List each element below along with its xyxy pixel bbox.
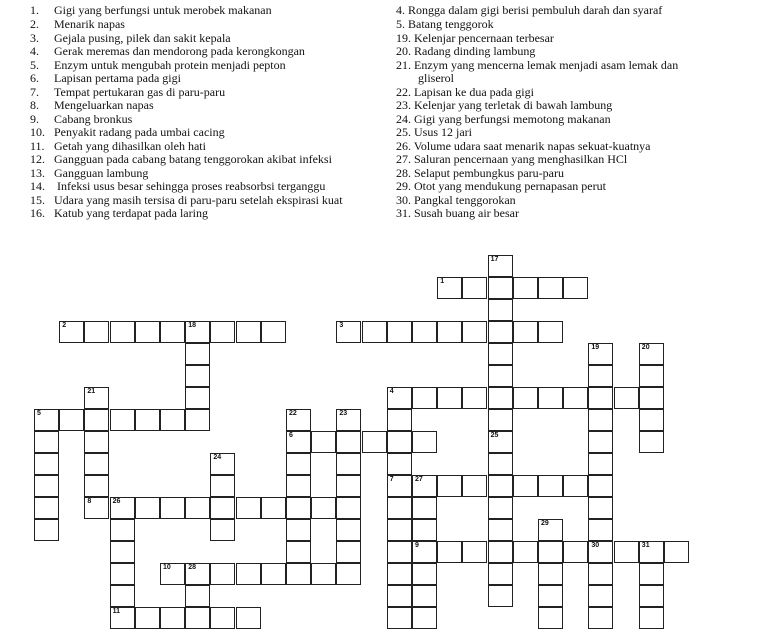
grid-cell[interactable] bbox=[286, 497, 311, 519]
clue-right-19: 19. Kelenjar pencernaan terbesar bbox=[396, 31, 554, 45]
grid-cell[interactable] bbox=[563, 541, 588, 563]
cell-number: 6 bbox=[289, 432, 293, 439]
grid-cell[interactable] bbox=[437, 387, 462, 409]
clue-left-9: 9. Cabang bronkus bbox=[30, 112, 133, 126]
grid-cell[interactable] bbox=[236, 321, 261, 343]
grid-cell[interactable] bbox=[261, 563, 286, 585]
grid-cell[interactable] bbox=[387, 585, 412, 607]
clue-right-23: 23. Kelenjar yang terletak di bawah lambung bbox=[396, 98, 613, 112]
grid-cell[interactable] bbox=[639, 365, 664, 387]
cell-number: 17 bbox=[490, 256, 499, 263]
grid-cell[interactable] bbox=[362, 321, 387, 343]
clue-left-11: 11. Getah yang dihasilkan oleh hati bbox=[30, 139, 206, 153]
cell-number: 28 bbox=[188, 564, 196, 571]
cell-number: 30 bbox=[591, 542, 600, 549]
grid-cell[interactable] bbox=[488, 541, 513, 563]
cell-number: 4 bbox=[389, 388, 394, 395]
clue-left-2: 2. Menarik napas bbox=[30, 17, 125, 31]
grid-cell[interactable] bbox=[34, 519, 59, 541]
cell-number: 3 bbox=[339, 322, 344, 329]
grid-cell[interactable] bbox=[538, 519, 563, 541]
crossword-grid bbox=[0, 250, 768, 630]
grid-cell[interactable] bbox=[135, 321, 160, 343]
grid-cell[interactable] bbox=[160, 409, 185, 431]
grid-cell[interactable] bbox=[538, 607, 563, 629]
grid-cell[interactable] bbox=[34, 497, 59, 519]
grid-cell[interactable] bbox=[488, 321, 513, 343]
grid-cell[interactable] bbox=[538, 585, 563, 607]
grid-cell[interactable] bbox=[588, 585, 613, 607]
clue-right-29: 29. Otot yang mendukung pernapasan perut bbox=[396, 179, 606, 193]
grid-cell[interactable] bbox=[437, 541, 462, 563]
grid-cell[interactable] bbox=[588, 387, 613, 409]
clue-left-4: 4. Gerak meremas dan mendorong pada kerongkongan bbox=[30, 44, 305, 58]
grid-cell[interactable] bbox=[588, 343, 613, 365]
grid-cell[interactable] bbox=[84, 497, 109, 519]
grid-cell[interactable] bbox=[664, 541, 689, 563]
grid-cell[interactable] bbox=[160, 563, 185, 585]
grid-cell[interactable] bbox=[639, 409, 664, 431]
grid-cell[interactable] bbox=[462, 387, 487, 409]
grid-cell[interactable] bbox=[563, 475, 588, 497]
grid-cell[interactable] bbox=[336, 475, 361, 497]
grid-cell[interactable] bbox=[84, 321, 109, 343]
grid-cell[interactable] bbox=[588, 365, 613, 387]
cell-number: 8 bbox=[87, 498, 92, 505]
grid-cell[interactable] bbox=[286, 541, 311, 563]
grid-cell[interactable] bbox=[513, 541, 538, 563]
cell-number: 11 bbox=[112, 608, 120, 615]
grid-cell[interactable] bbox=[513, 277, 538, 299]
grid-cell[interactable] bbox=[110, 563, 135, 585]
grid-cell[interactable] bbox=[286, 475, 311, 497]
cell-number: 21 bbox=[87, 388, 96, 395]
cell-number: 9 bbox=[415, 542, 419, 549]
grid-cell[interactable] bbox=[336, 541, 361, 563]
grid-cell[interactable] bbox=[160, 497, 185, 519]
grid-cell[interactable] bbox=[462, 321, 487, 343]
grid-cell[interactable] bbox=[210, 475, 235, 497]
grid-cell[interactable] bbox=[185, 387, 210, 409]
grid-cell[interactable] bbox=[538, 541, 563, 563]
grid-cell[interactable] bbox=[488, 409, 513, 431]
grid-cell[interactable] bbox=[538, 475, 563, 497]
grid-cell[interactable] bbox=[412, 607, 437, 629]
grid-cell[interactable] bbox=[412, 563, 437, 585]
grid-cell[interactable] bbox=[488, 255, 513, 277]
grid-cell[interactable] bbox=[538, 321, 563, 343]
grid-cell[interactable] bbox=[84, 431, 109, 453]
grid-cell[interactable] bbox=[311, 563, 336, 585]
grid-cell[interactable] bbox=[84, 387, 109, 409]
grid-cell[interactable] bbox=[412, 541, 437, 563]
grid-cell[interactable] bbox=[387, 519, 412, 541]
grid-cell[interactable] bbox=[488, 585, 513, 607]
grid-cell[interactable] bbox=[185, 321, 210, 343]
grid-cell[interactable] bbox=[84, 453, 109, 475]
grid-cell[interactable] bbox=[185, 409, 210, 431]
cell-number: 19 bbox=[591, 344, 600, 351]
grid-cell[interactable] bbox=[488, 299, 513, 321]
grid-cell[interactable] bbox=[336, 453, 361, 475]
clue-right-31: 31. Susah buang air besar bbox=[396, 206, 519, 220]
grid-cell[interactable] bbox=[462, 475, 487, 497]
cell-number: 29 bbox=[541, 520, 549, 527]
grid-cell[interactable] bbox=[614, 541, 639, 563]
grid-cell[interactable] bbox=[488, 387, 513, 409]
cell-number: 18 bbox=[188, 322, 196, 329]
grid-cell[interactable] bbox=[59, 409, 84, 431]
clue-right-21-cont: gliserol bbox=[418, 71, 454, 85]
grid-cell[interactable] bbox=[336, 431, 361, 453]
grid-cell[interactable] bbox=[336, 321, 361, 343]
grid-cell[interactable] bbox=[110, 321, 135, 343]
grid-cell[interactable] bbox=[588, 497, 613, 519]
grid-cell[interactable] bbox=[639, 607, 664, 629]
grid-cell[interactable] bbox=[387, 563, 412, 585]
grid-cell[interactable] bbox=[362, 431, 387, 453]
clue-left-16: 16. Katub yang terdapat pada laring bbox=[30, 206, 208, 220]
grid-cell[interactable] bbox=[110, 519, 135, 541]
grid-cell[interactable] bbox=[34, 409, 59, 431]
cell-number: 25 bbox=[490, 432, 499, 439]
grid-cell[interactable] bbox=[513, 475, 538, 497]
clue-left-3: 3. Gejala pusing, pilek dan sakit kepala bbox=[30, 31, 231, 45]
grid-cell[interactable] bbox=[488, 453, 513, 475]
grid-cell[interactable] bbox=[160, 607, 185, 629]
grid-cell[interactable] bbox=[588, 541, 613, 563]
clue-right-21: 21. Enzym yang mencerna lemak menjadi asam lemak dan bbox=[396, 58, 679, 72]
grid-cell[interactable] bbox=[261, 497, 286, 519]
grid-cell[interactable] bbox=[639, 563, 664, 585]
grid-cell[interactable] bbox=[412, 519, 437, 541]
cell-number: 26 bbox=[112, 498, 121, 505]
grid-cell[interactable] bbox=[210, 607, 235, 629]
cell-number: 5 bbox=[37, 410, 41, 417]
grid-cell[interactable] bbox=[412, 475, 437, 497]
grid-cell[interactable] bbox=[588, 519, 613, 541]
grid-cell[interactable] bbox=[513, 321, 538, 343]
cell-number: 7 bbox=[389, 476, 394, 483]
clue-right-5: 5. Batang tenggorok bbox=[396, 17, 494, 31]
grid-cell[interactable] bbox=[538, 387, 563, 409]
grid-cell[interactable] bbox=[387, 497, 412, 519]
grid-cell[interactable] bbox=[462, 541, 487, 563]
grid-cell[interactable] bbox=[588, 475, 613, 497]
grid-cell[interactable] bbox=[34, 475, 59, 497]
grid-cell[interactable] bbox=[110, 497, 135, 519]
clue-left-6: 6. Lapisan pertama pada gigi bbox=[30, 71, 181, 85]
grid-cell[interactable] bbox=[311, 431, 336, 453]
grid-cell[interactable] bbox=[135, 607, 160, 629]
grid-cell[interactable] bbox=[588, 431, 613, 453]
grid-cell[interactable] bbox=[286, 431, 311, 453]
clue-right-24: 24. Gigi yang berfungsi memotong makanan bbox=[396, 112, 611, 126]
grid-cell[interactable] bbox=[261, 321, 286, 343]
grid-cell[interactable] bbox=[639, 585, 664, 607]
grid-cell[interactable] bbox=[639, 343, 664, 365]
grid-cell[interactable] bbox=[488, 277, 513, 299]
grid-cell[interactable] bbox=[412, 431, 437, 453]
clue-right-25: 25. Usus 12 jari bbox=[396, 125, 472, 139]
grid-cell[interactable] bbox=[588, 453, 613, 475]
grid-cell[interactable] bbox=[639, 387, 664, 409]
grid-cell[interactable] bbox=[34, 453, 59, 475]
grid-cell[interactable] bbox=[387, 475, 412, 497]
grid-cell[interactable] bbox=[488, 497, 513, 519]
grid-cell[interactable] bbox=[412, 387, 437, 409]
grid-cell[interactable] bbox=[210, 321, 235, 343]
grid-cell[interactable] bbox=[387, 541, 412, 563]
grid-cell[interactable] bbox=[513, 387, 538, 409]
clue-right-4: 4. Rongga dalam gigi berisi pembuluh darah dan syaraf bbox=[396, 3, 663, 17]
grid-cell[interactable] bbox=[538, 277, 563, 299]
grid-cell[interactable] bbox=[488, 365, 513, 387]
grid-cell[interactable] bbox=[84, 409, 109, 431]
cell-number: 24 bbox=[213, 454, 222, 461]
grid-cell[interactable] bbox=[236, 563, 261, 585]
grid-cell[interactable] bbox=[412, 497, 437, 519]
grid-cell[interactable] bbox=[387, 453, 412, 475]
grid-cell[interactable] bbox=[488, 475, 513, 497]
clue-right-20: 20. Radang dinding lambung bbox=[396, 44, 536, 58]
clue-right-28: 28. Selaput pembungkus paru-paru bbox=[396, 166, 564, 180]
grid-cell[interactable] bbox=[387, 431, 412, 453]
grid-cell[interactable] bbox=[588, 563, 613, 585]
grid-cell[interactable] bbox=[210, 453, 235, 475]
grid-cell[interactable] bbox=[462, 277, 487, 299]
clue-left-13: 13. Gangguan lambung bbox=[30, 166, 149, 180]
grid-cell[interactable] bbox=[286, 453, 311, 475]
grid-cell[interactable] bbox=[412, 321, 437, 343]
grid-cell[interactable] bbox=[236, 497, 261, 519]
grid-cell[interactable] bbox=[387, 321, 412, 343]
clue-left-5: 5. Enzym untuk mengubah protein menjadi pepton bbox=[30, 58, 286, 72]
grid-cell[interactable] bbox=[336, 409, 361, 431]
grid-cell[interactable] bbox=[160, 321, 185, 343]
clue-left-10: 10. Penyakit radang pada umbai cacing bbox=[30, 125, 225, 139]
cell-number: 1 bbox=[440, 278, 445, 285]
clue-left-8: 8. Mengeluarkan napas bbox=[30, 98, 154, 112]
grid-cell[interactable] bbox=[614, 387, 639, 409]
grid-cell[interactable] bbox=[387, 387, 412, 409]
grid-cell[interactable] bbox=[538, 563, 563, 585]
grid-cell[interactable] bbox=[110, 585, 135, 607]
clue-right-30: 30. Pangkal tenggorokan bbox=[396, 193, 516, 207]
grid-cell[interactable] bbox=[387, 607, 412, 629]
grid-cell[interactable] bbox=[135, 497, 160, 519]
clue-left-7: 7. Tempat pertukaran gas di paru-paru bbox=[30, 85, 226, 99]
grid-cell[interactable] bbox=[336, 497, 361, 519]
grid-cell[interactable] bbox=[488, 519, 513, 541]
grid-cell[interactable] bbox=[185, 343, 210, 365]
cell-number: 27 bbox=[415, 476, 423, 483]
clue-left-15: 15. Udara yang masih tersisa di paru-paru setelah ekspirasi kuat bbox=[30, 193, 343, 207]
cell-number: 31 bbox=[641, 542, 650, 549]
grid-cell[interactable] bbox=[185, 497, 210, 519]
grid-cell[interactable] bbox=[311, 497, 336, 519]
grid-cell[interactable] bbox=[110, 607, 135, 629]
clue-right-22: 22. Lapisan ke dua pada gigi bbox=[396, 85, 534, 99]
clue-left-1: 1. Gigi yang berfungsi untuk merobek makanan bbox=[30, 3, 272, 17]
grid-cell[interactable] bbox=[639, 431, 664, 453]
clue-right-27: 27. Saluran pencernaan yang menghasilkan HCl bbox=[396, 152, 628, 166]
cell-number: 10 bbox=[163, 564, 171, 571]
clue-left-14: 14. Infeksi usus besar sehingga proses reabsorbsi terganggu bbox=[30, 179, 326, 193]
grid-cell[interactable] bbox=[437, 277, 462, 299]
grid-cell[interactable] bbox=[387, 409, 412, 431]
grid-cell[interactable] bbox=[286, 563, 311, 585]
grid-cell[interactable] bbox=[488, 431, 513, 453]
grid-cell[interactable] bbox=[563, 277, 588, 299]
cell-number: 22 bbox=[289, 410, 297, 417]
grid-cell[interactable] bbox=[236, 607, 261, 629]
grid-cell[interactable] bbox=[110, 409, 135, 431]
grid-cell[interactable] bbox=[286, 519, 311, 541]
grid-cell[interactable] bbox=[437, 475, 462, 497]
grid-cell[interactable] bbox=[488, 563, 513, 585]
grid-cell[interactable] bbox=[135, 409, 160, 431]
clue-right-26: 26. Volume udara saat menarik napas sekuat-kuatnya bbox=[396, 139, 651, 153]
grid-cell[interactable] bbox=[84, 475, 109, 497]
grid-cell[interactable] bbox=[210, 497, 235, 519]
grid-cell[interactable] bbox=[110, 541, 135, 563]
clue-left-12: 12. Gangguan pada cabang batang tenggorokan akibat infeksi bbox=[30, 152, 332, 166]
grid-cell[interactable] bbox=[639, 541, 664, 563]
grid-cell[interactable] bbox=[437, 321, 462, 343]
grid-cell[interactable] bbox=[185, 585, 210, 607]
grid-cell[interactable] bbox=[336, 563, 361, 585]
cell-number: 20 bbox=[641, 344, 650, 351]
grid-cell[interactable] bbox=[563, 387, 588, 409]
grid-cell[interactable] bbox=[588, 607, 613, 629]
cell-number: 2 bbox=[62, 322, 67, 329]
grid-cell[interactable] bbox=[336, 519, 361, 541]
grid-cell[interactable] bbox=[210, 519, 235, 541]
grid-cell[interactable] bbox=[185, 607, 210, 629]
clue-list bbox=[0, 0, 768, 230]
cell-number: 23 bbox=[339, 410, 348, 417]
grid-cell[interactable] bbox=[588, 409, 613, 431]
grid-cell[interactable] bbox=[34, 431, 59, 453]
grid-cell[interactable] bbox=[185, 563, 210, 585]
grid-cell[interactable] bbox=[59, 321, 84, 343]
grid-cell[interactable] bbox=[286, 409, 311, 431]
grid-cell[interactable] bbox=[185, 365, 210, 387]
grid-cell[interactable] bbox=[412, 585, 437, 607]
grid-cell[interactable] bbox=[488, 343, 513, 365]
grid-cell[interactable] bbox=[210, 563, 235, 585]
